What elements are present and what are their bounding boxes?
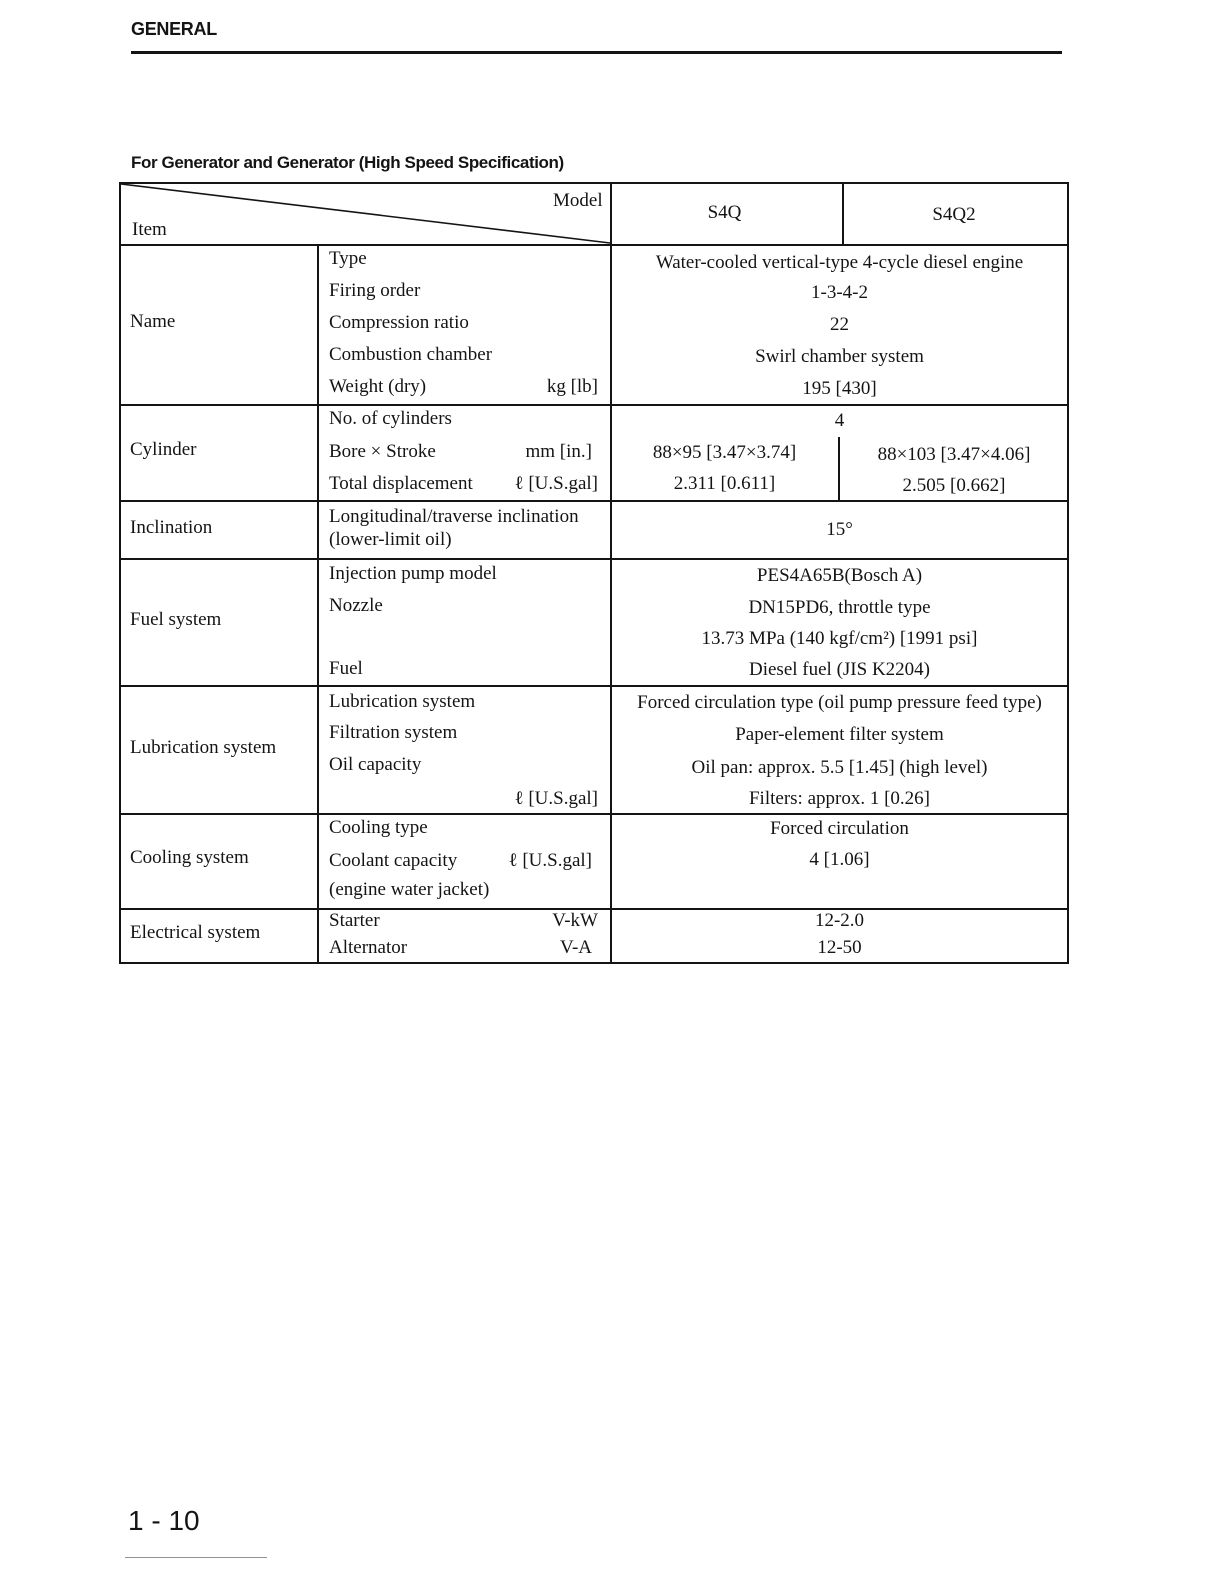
unit-alternator: V-A xyxy=(559,937,592,958)
value-oil-capacity-line1: Oil pan: approx. 5.5 [1.45] (high level) xyxy=(691,757,988,778)
value-compression-ratio: 22 xyxy=(830,314,849,335)
unit-bore-stroke: mm [in.] xyxy=(525,441,592,462)
value-no-of-cylinders: 4 xyxy=(834,410,845,431)
unit-total-displacement: ℓ [U.S.gal] xyxy=(514,473,598,494)
corner-item-label: Item xyxy=(132,219,167,240)
group-label-name: Name xyxy=(130,311,176,332)
value-weight-dry: 195 [430] xyxy=(802,378,877,399)
page-number: 1 - 10 xyxy=(128,1505,200,1536)
section-title: GENERAL xyxy=(131,19,217,39)
item-alternator: Alternator xyxy=(329,937,408,958)
item-combustion-chamber: Combustion chamber xyxy=(329,344,493,365)
group-label-cooling-system: Cooling system xyxy=(130,847,249,868)
item-inclination-line2: (lower-limit oil) xyxy=(329,529,452,550)
row-divider-fuel xyxy=(119,685,1069,687)
item-no-of-cylinders: No. of cylinders xyxy=(329,408,452,429)
value-alternator: 12-50 xyxy=(817,937,862,958)
item-bore-stroke: Bore × Stroke xyxy=(329,441,436,462)
value-injection-pump-model: PES4A65B(Bosch A) xyxy=(756,565,923,586)
section-rule xyxy=(131,51,1062,54)
value-lubrication-system: Forced circulation type (oil pump pressure feed type) xyxy=(637,692,1042,713)
value-total-displacement-s4q2: 2.505 [0.662] xyxy=(902,475,1006,496)
value-fuel: Diesel fuel (JIS K2204) xyxy=(749,659,930,680)
corner-diagonal-line xyxy=(121,184,611,244)
model-header-s4q: S4Q xyxy=(707,202,742,223)
value-cooling-type: Forced circulation xyxy=(770,818,909,839)
header-row-divider xyxy=(119,244,1069,246)
item-coolant-capacity-line1: Coolant capacity xyxy=(329,850,458,871)
value-bore-stroke-s4q2: 88×103 [3.47×4.06] xyxy=(877,444,1031,465)
value-firing-order: 1-3-4-2 xyxy=(811,282,868,303)
value-combustion-chamber: Swirl chamber system xyxy=(755,346,924,367)
item-fuel: Fuel xyxy=(329,658,363,679)
item-injection-pump-model: Injection pump model xyxy=(329,563,497,584)
item-firing-order: Firing order xyxy=(329,280,421,301)
unit-oil-capacity: ℓ [U.S.gal] xyxy=(514,788,598,809)
item-weight-dry: Weight (dry) xyxy=(329,376,427,397)
value-total-displacement-s4q: 2.311 [0.611] xyxy=(673,473,776,494)
group-label-inclination: Inclination xyxy=(130,517,213,538)
item-lubrication-system: Lubrication system xyxy=(329,691,476,712)
item-type: Type xyxy=(329,248,367,269)
item-compression-ratio: Compression ratio xyxy=(329,312,469,333)
corner-model-label: Model xyxy=(553,190,603,211)
value-oil-capacity-line2: Filters: approx. 1 [0.26] xyxy=(748,788,930,809)
group-label-cylinder: Cylinder xyxy=(130,439,197,460)
value-coolant-capacity: 4 [1.06] xyxy=(809,849,870,870)
item-filtration-system: Filtration system xyxy=(329,722,458,743)
value-type: Water-cooled vertical-type 4-cycle diesel engine xyxy=(655,252,1024,273)
value-nozzle-line2: 13.73 MPa (140 kgf/cm²) [1991 psi] xyxy=(701,628,978,649)
table-title: For Generator and Generator (High Speed Specification) xyxy=(131,153,564,172)
row-divider-inclination xyxy=(119,558,1069,560)
item-oil-capacity: Oil capacity xyxy=(329,754,422,775)
unit-coolant-capacity: ℓ [U.S.gal] xyxy=(508,850,592,871)
item-cooling-type: Cooling type xyxy=(329,817,428,838)
unit-weight-dry: kg [lb] xyxy=(546,376,598,397)
value-inclination: 15° xyxy=(826,519,853,540)
item-coolant-capacity-line2: (engine water jacket) xyxy=(329,879,490,900)
value-filtration-system: Paper-element filter system xyxy=(735,724,944,745)
model-header-s4q2: S4Q2 xyxy=(932,204,976,225)
row-divider-lubrication xyxy=(119,813,1069,815)
row-divider-name xyxy=(119,404,1069,406)
value-starter: 12-2.0 xyxy=(814,910,865,931)
group-label-lubrication-system: Lubrication system xyxy=(130,737,277,758)
item-nozzle: Nozzle xyxy=(329,595,383,616)
group-label-fuel-system: Fuel system xyxy=(130,609,222,630)
group-label-electrical-system: Electrical system xyxy=(130,922,261,943)
unit-starter: V-kW xyxy=(552,910,598,931)
item-total-displacement: Total displacement xyxy=(329,473,473,494)
row-divider-cylinder xyxy=(119,500,1069,502)
footer-rule xyxy=(125,1557,267,1558)
value-bore-stroke-s4q: 88×95 [3.47×3.74] xyxy=(652,442,797,463)
item-inclination-line1: Longitudinal/traverse inclination xyxy=(329,506,579,527)
item-starter: Starter xyxy=(329,910,380,931)
value-nozzle-line1: DN15PD6, throttle type xyxy=(748,597,931,618)
